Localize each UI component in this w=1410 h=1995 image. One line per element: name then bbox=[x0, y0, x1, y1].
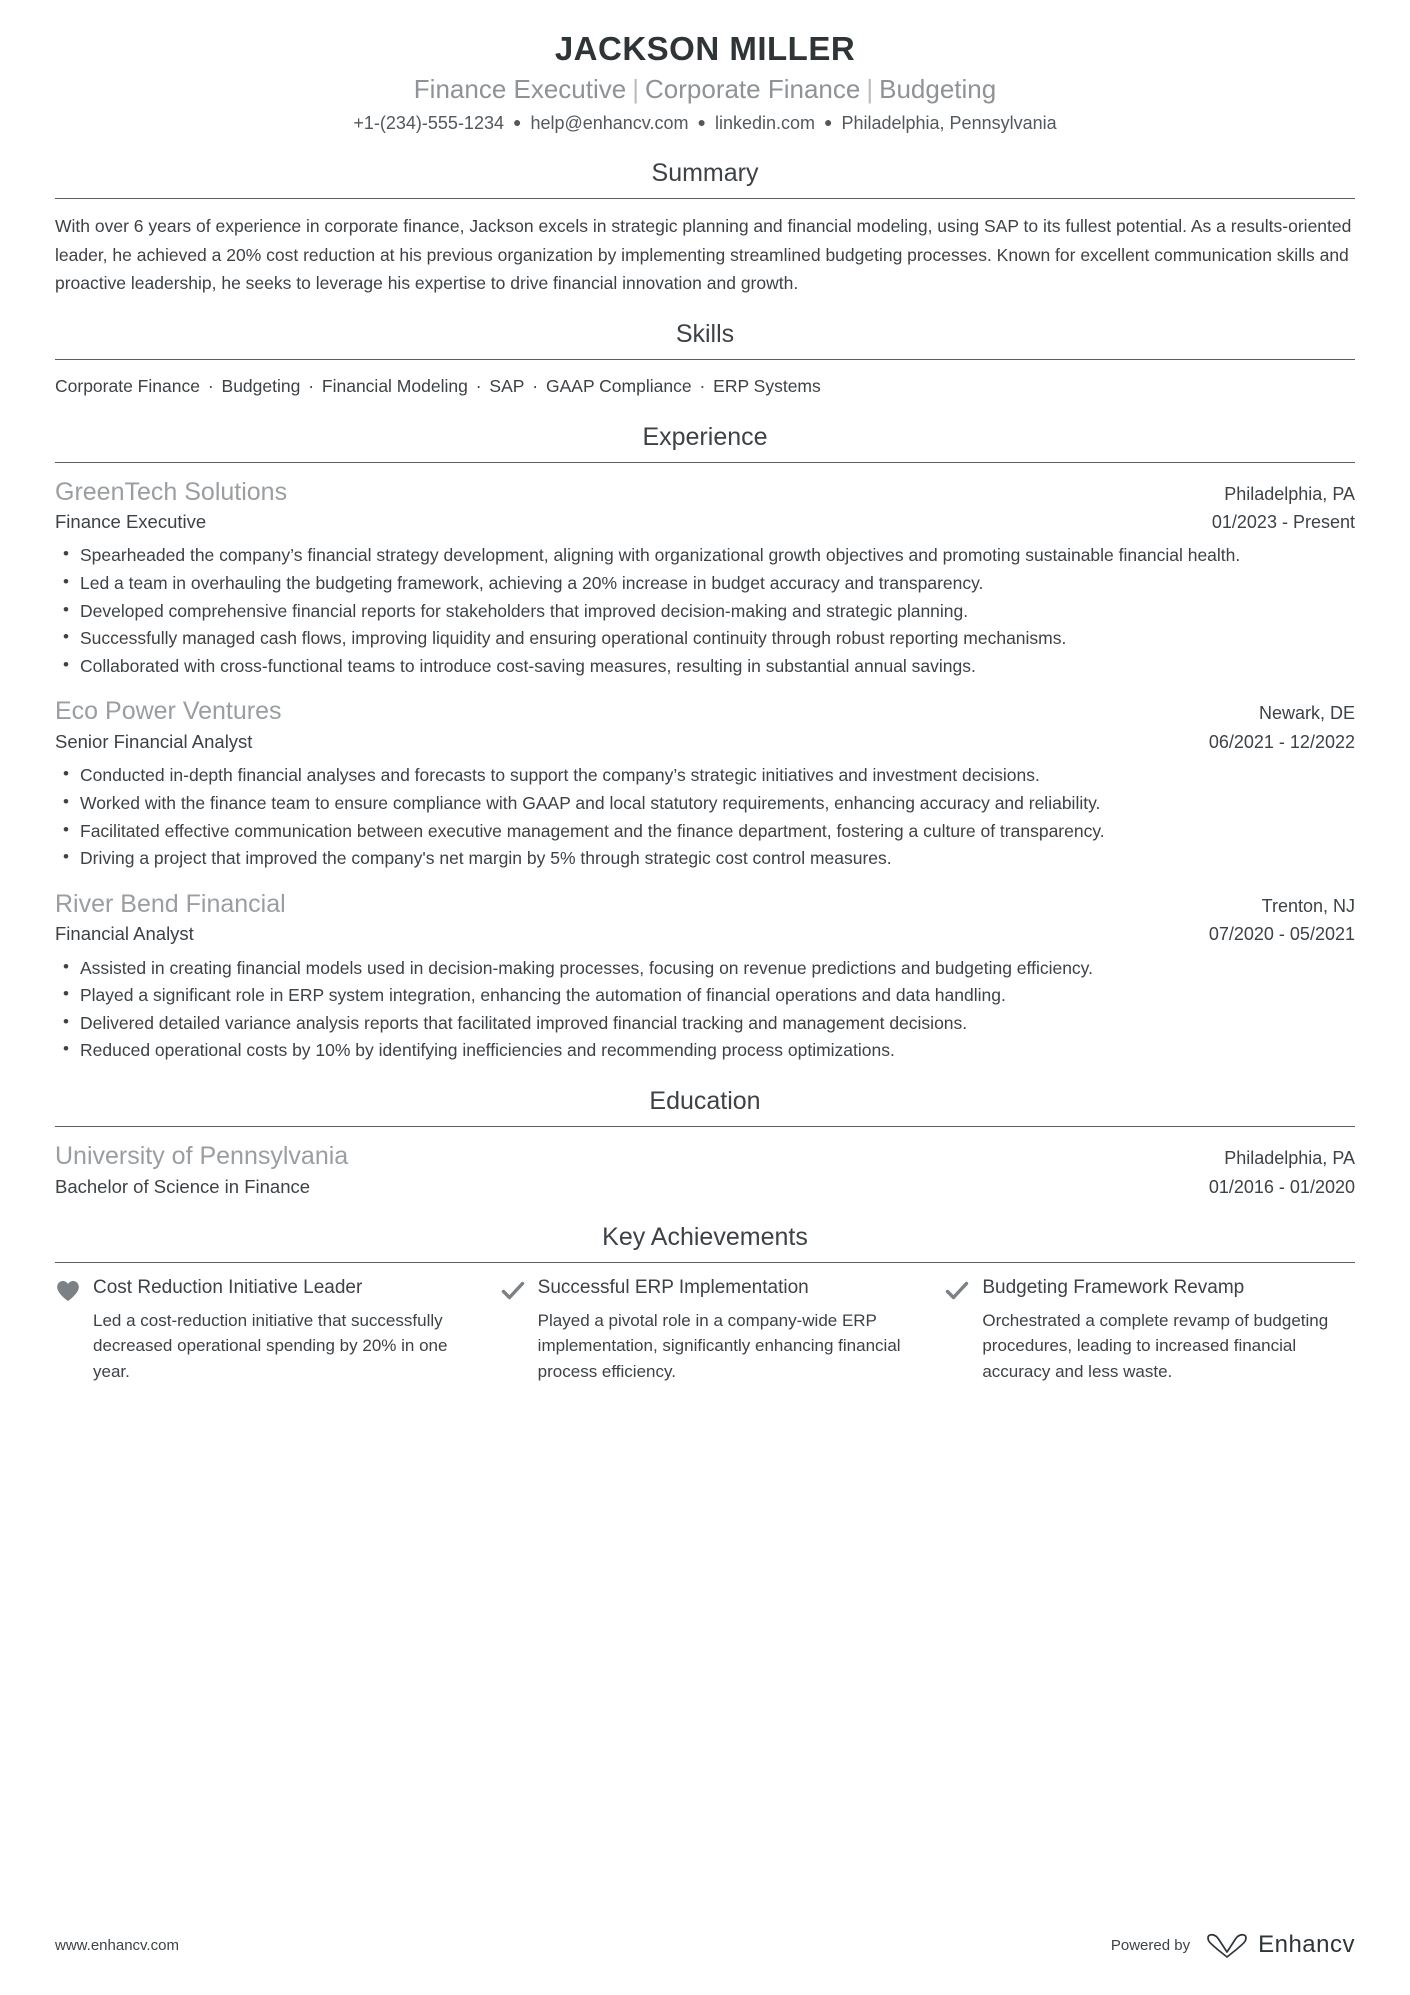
achievement-description: Played a pivotal role in a company-wide ERP implementation, significantly enhancing financial process efficiency. bbox=[537, 1310, 901, 1381]
experience-bullet: • Spearheaded the company’s financial strategy development, aligning with organizational growth objectives and promoting sustainable financial health. bbox=[55, 542, 1355, 569]
resume-header bbox=[55, 28, 1355, 136]
experience-bullet-list bbox=[55, 542, 1355, 679]
skills-list bbox=[55, 373, 1355, 399]
section-divider bbox=[55, 198, 1355, 199]
education-degree: Bachelor of Science in Finance bbox=[55, 1175, 311, 1197]
achievement-title: Budgeting Framework Revamp bbox=[982, 1276, 1245, 1298]
heart-icon bbox=[55, 1278, 81, 1304]
experience-entry bbox=[55, 695, 1355, 871]
enhancv-mark-icon bbox=[1204, 1931, 1250, 1959]
achievement-description: Led a cost-reduction initiative that successfully decreased operational spending by 20% in one year. bbox=[93, 1310, 448, 1381]
headline-part-0: Finance Executive bbox=[413, 74, 627, 105]
section-divider bbox=[55, 462, 1355, 463]
experience-bullet: • Played a significant role in ERP system integration, enhancing the automation of financial operations and data handling. bbox=[55, 982, 1355, 1009]
contact-location: Philadelphia, Pennsylvania bbox=[841, 113, 1057, 134]
education-entries bbox=[55, 1140, 1355, 1200]
experience-dates: 06/2021 - 12/2022 bbox=[1208, 732, 1355, 753]
experience-entries bbox=[55, 476, 1355, 1065]
education-degree-row bbox=[55, 1174, 1355, 1200]
experience-bullet-list bbox=[55, 955, 1355, 1064]
experience-role: Finance Executive bbox=[55, 511, 207, 533]
skill-separator: · bbox=[303, 376, 319, 397]
achievement-item bbox=[500, 1276, 911, 1385]
skill-item: Budgeting bbox=[221, 376, 301, 397]
experience-organization: Eco Power Ventures bbox=[55, 697, 282, 726]
experience-role-row bbox=[55, 509, 1355, 535]
section-divider bbox=[55, 359, 1355, 360]
headline-divider: | bbox=[866, 74, 874, 105]
experience-entry bbox=[55, 476, 1355, 680]
achievement-description: Orchestrated a complete revamp of budgeting procedures, leading to increased financial accuracy and less waste. bbox=[982, 1310, 1329, 1381]
candidate-name: JACKSON MILLER bbox=[554, 30, 856, 67]
education-org-row bbox=[55, 1140, 1355, 1174]
experience-role-row bbox=[55, 921, 1355, 947]
contact-phone: +1-(234)-555-1234 bbox=[353, 113, 504, 134]
section-heading-summary: Summary bbox=[651, 159, 759, 188]
experience-org-row bbox=[55, 695, 1355, 729]
section-experience bbox=[55, 422, 1355, 1065]
check-icon bbox=[944, 1278, 970, 1304]
page-footer bbox=[55, 1931, 1355, 1959]
experience-bullet: • Led a team in overhauling the budgeting framework, achieving a 20% increase in budget accuracy and transparency. bbox=[55, 570, 1355, 597]
experience-role: Financial Analyst bbox=[55, 923, 194, 945]
education-location: Philadelphia, PA bbox=[1224, 1148, 1355, 1169]
experience-dates: 01/2023 - Present bbox=[1211, 512, 1355, 533]
skill-item: Corporate Finance bbox=[55, 376, 200, 397]
achievement-header bbox=[944, 1276, 1355, 1304]
experience-role-row bbox=[55, 729, 1355, 755]
footer-powered-by-label: Powered by bbox=[1110, 1936, 1191, 1954]
section-divider bbox=[55, 1262, 1355, 1263]
contact-separator-icon: ● bbox=[512, 114, 522, 131]
enhancv-wordmark: Enhancv bbox=[1258, 1931, 1355, 1958]
experience-bullet: • Driving a project that improved the company's net margin by 5% through strategic cost control measures. bbox=[55, 845, 1355, 872]
section-divider bbox=[55, 1126, 1355, 1127]
experience-bullet: • Reduced operational costs by 10% by identifying inefficiencies and recommending process optimizations. bbox=[55, 1037, 1355, 1064]
footer-url[interactable]: www.enhancv.com bbox=[55, 1936, 179, 1954]
experience-bullet: • Assisted in creating financial models used in decision-making processes, focusing on revenue predictions and budgeting efficiency. bbox=[55, 955, 1355, 982]
skill-item: Financial Modeling bbox=[321, 376, 468, 397]
experience-organization: GreenTech Solutions bbox=[55, 477, 288, 506]
experience-bullet: • Successfully managed cash flows, improving liquidity and ensuring operational continuity through robust reporting mechanisms. bbox=[55, 625, 1355, 652]
achievement-item bbox=[55, 1276, 466, 1385]
check-icon bbox=[500, 1278, 526, 1304]
section-heading-experience: Experience bbox=[642, 422, 768, 451]
experience-organization: River Bend Financial bbox=[55, 889, 286, 918]
experience-bullet-list bbox=[55, 762, 1355, 871]
skill-separator: · bbox=[694, 376, 711, 397]
experience-bullet: • Developed comprehensive financial reports for stakeholders that improved decision-making and strategic planning. bbox=[55, 598, 1355, 625]
section-heading-achievements: Key Achievements bbox=[602, 1222, 808, 1251]
contact-email[interactable]: help@enhancv.com bbox=[530, 113, 689, 134]
achievement-title: Successful ERP Implementation bbox=[537, 1276, 809, 1298]
contact-line bbox=[55, 111, 1355, 136]
skill-item: GAAP Compliance bbox=[545, 376, 692, 397]
education-entry bbox=[55, 1140, 1355, 1200]
achievements-grid bbox=[55, 1276, 1355, 1385]
experience-bullet: • Collaborated with cross-functional teams to introduce cost-saving measures, resulting in substantial annual savings. bbox=[55, 653, 1355, 680]
experience-bullet: • Facilitated effective communication between executive management and the finance department, fostering a culture of transparency. bbox=[55, 818, 1355, 845]
headline-part-1: Corporate Finance bbox=[645, 74, 861, 105]
experience-org-row bbox=[55, 476, 1355, 510]
headline-part-2: Budgeting bbox=[879, 74, 997, 105]
skill-separator: · bbox=[202, 376, 219, 397]
candidate-headline bbox=[55, 73, 1355, 107]
experience-bullet: • Worked with the finance team to ensure compliance with GAAP and local statutory requirements, enhancing accuracy and reliability. bbox=[55, 790, 1355, 817]
skill-item: ERP Systems bbox=[713, 376, 821, 397]
skill-item: SAP bbox=[489, 376, 525, 397]
experience-location: Trenton, NJ bbox=[1261, 895, 1355, 916]
contact-separator-icon: ● bbox=[697, 114, 706, 131]
skill-separator: · bbox=[527, 376, 543, 397]
headline-divider: | bbox=[632, 74, 639, 105]
contact-linkedin[interactable]: linkedin.com bbox=[714, 113, 815, 134]
achievement-header bbox=[500, 1276, 911, 1304]
achievement-item bbox=[944, 1276, 1355, 1385]
education-dates: 01/2016 - 01/2020 bbox=[1208, 1176, 1355, 1197]
experience-bullet: • Delivered detailed variance analysis reports that facilitated improved financial tracking and management decisions. bbox=[55, 1010, 1355, 1037]
summary-text: With over 6 years of experience in corporate finance, Jackson excels in strategic planning and financial modeling, using SAP to its fullest potential. As a results-oriented leader, he achieved a 20% cost reduction at his previous organization by implementing streamlined budgeting processes. Known for excellent communication skills and proactive leadership, he seeks to leverage his expertise to drive financial innovation and growth. bbox=[55, 216, 1352, 293]
experience-org-row bbox=[55, 888, 1355, 922]
achievement-header bbox=[55, 1276, 466, 1304]
achievement-title: Cost Reduction Initiative Leader bbox=[93, 1276, 363, 1298]
education-institution: University of Pennsylvania bbox=[55, 1142, 349, 1171]
section-achievements bbox=[55, 1222, 1355, 1385]
experience-entry bbox=[55, 888, 1355, 1064]
contact-separator-icon: ● bbox=[824, 114, 833, 131]
section-education bbox=[55, 1086, 1355, 1200]
section-heading-skills: Skills bbox=[675, 320, 735, 349]
enhancv-logo bbox=[1204, 1931, 1355, 1959]
footer-branding bbox=[1111, 1931, 1355, 1959]
experience-dates: 07/2020 - 05/2021 bbox=[1208, 924, 1355, 945]
section-heading-education: Education bbox=[649, 1087, 761, 1116]
experience-bullet: • Conducted in-depth financial analyses and forecasts to support the company’s strategic initiatives and investment decisions. bbox=[55, 762, 1355, 789]
experience-location: Philadelphia, PA bbox=[1224, 483, 1355, 504]
experience-role: Senior Financial Analyst bbox=[55, 731, 253, 753]
section-skills bbox=[55, 319, 1355, 399]
experience-location: Newark, DE bbox=[1258, 703, 1355, 724]
skill-separator: · bbox=[470, 376, 487, 397]
section-summary bbox=[55, 158, 1355, 297]
